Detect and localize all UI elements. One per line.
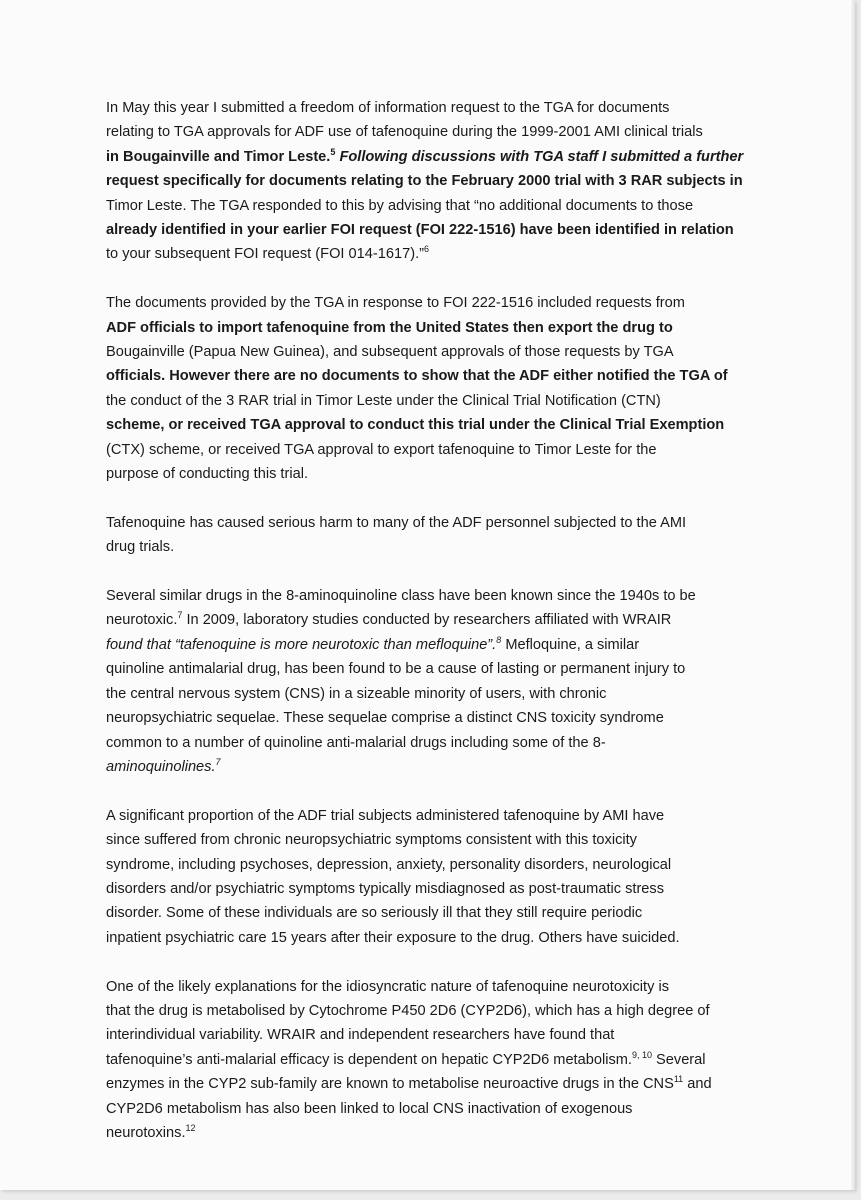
text-line: The documents provided by the TGA in response to FOI 222-1516 included requests from	[106, 295, 685, 312]
text-line: interindividual variability. WRAIR and independent researchers have found that	[106, 1027, 615, 1044]
text-line: disorder. Some of these individuals are so seriously ill that they still require periodic	[106, 905, 643, 922]
text-line: disorders and/or psychiatric symptoms typically misdiagnosed as post-traumatic stress	[106, 880, 665, 897]
paragraph-trial-subjects	[106, 804, 746, 950]
footnote-ref: 7	[215, 756, 221, 767]
text-segment: Following discussions with TGA staff I submitted a further	[339, 148, 744, 165]
text-line: officials. However there are no documents to show that the ADF either notified the TGA of	[106, 368, 728, 385]
text-line: inpatient psychiatric care 15 years after their exposure to the drug. Others have suicided.	[106, 929, 680, 946]
text-line: ADF officials to import tafenoquine from the United States then export the drug to	[106, 319, 673, 336]
footnote-ref: 9, 10	[631, 1049, 652, 1060]
text-line: drug trials.	[106, 539, 175, 556]
text-line	[106, 608, 746, 632]
text-segment: to your subsequent FOI request (FOI 014-1617).”	[106, 246, 424, 263]
text-line: common to a number of quinoline anti-malarial drugs including some of the 8-	[106, 734, 606, 751]
text-line: that the drug is metabolised by Cytochrome P450 2D6 (CYP2D6), which has a high degree of	[106, 1002, 710, 1019]
paragraph-neurotoxicity	[106, 584, 746, 779]
text-segment: aminoquinolines.	[106, 758, 216, 775]
text-line	[106, 1072, 746, 1096]
text-line: Bougainville (Papua New Guinea), and subsequent approvals of those requests by TGA	[106, 344, 674, 361]
paragraph-foi-request	[106, 96, 746, 267]
text-segment: In 2009, laboratory studies conducted by researchers affiliated with WRAIR	[186, 612, 672, 629]
text-segment: enzymes in the CYP2 sub-family are known to metabolise neuroactive drugs in the CNS	[106, 1076, 674, 1093]
text-line: neuropsychiatric sequelae. These sequelae comprise a distinct CNS toxicity syndrome	[106, 710, 664, 727]
footnote-ref: 6	[423, 244, 429, 255]
text-line	[106, 242, 746, 266]
text-segment: tafenoquine’s anti-malarial efficacy is dependent on hepatic CYP2D6 metabolism.	[106, 1051, 632, 1068]
text-line: scheme, or received TGA approval to conduct this trial under the Clinical Trial Exemption	[106, 417, 725, 434]
text-line	[106, 1121, 746, 1145]
text-line: since suffered from chronic neuropsychiatric symptoms consistent with this toxicity	[106, 832, 637, 849]
text-line: quinoline antimalarial drug, has been found to be a cause of lasting or permanent injury to	[106, 661, 686, 678]
document-body	[106, 96, 746, 1145]
text-line: A significant proportion of the ADF trial subjects administered tafenoquine by AMI have	[106, 807, 665, 824]
text-line: purpose of conducting this trial.	[106, 466, 308, 483]
footnote-ref: 11	[673, 1074, 684, 1085]
text-segment: Several	[656, 1051, 706, 1068]
text-line: already identified in your earlier FOI request (FOI 222-1516) have been identified in relation	[106, 222, 734, 239]
text-line: Several similar drugs in the 8-aminoquinoline class have been known since the 1940s to be	[106, 588, 696, 605]
paragraph-serious-harm	[106, 511, 746, 560]
footnote-ref: 7	[177, 610, 183, 621]
text-line: One of the likely explanations for the idiosyncratic nature of tafenoquine neurotoxicity is	[106, 978, 669, 995]
text-line: relating to TGA approvals for ADF use of tafenoquine during the 1999-2001 AMI clinical trials	[106, 124, 703, 141]
text-segment: and	[687, 1076, 712, 1093]
footnote-ref: 5	[330, 146, 336, 157]
text-line: the conduct of the 3 RAR trial in Timor Leste under the Clinical Trial Notification (CTN)	[106, 392, 661, 409]
text-segment: neurotoxic.	[106, 612, 178, 629]
text-line: (CTX) scheme, or received TGA approval to export tafenoquine to Timor Leste for the	[106, 441, 657, 458]
text-segment: found that “tafenoquine is more neurotoxic than mefloquine”.	[106, 636, 497, 653]
footnote-ref: 12	[185, 1122, 196, 1133]
text-line: In May this year I submitted a freedom of information request to the TGA for documents	[106, 100, 670, 116]
text-line	[106, 145, 746, 169]
text-line: syndrome, including psychoses, depression, anxiety, personality disorders, neurological	[106, 856, 672, 873]
footnote-ref: 8	[496, 634, 502, 645]
text-line: Timor Leste. The TGA responded to this by advising that “no additional documents to those	[106, 197, 694, 214]
text-line	[106, 633, 746, 657]
text-line	[106, 1048, 746, 1072]
text-line: the central nervous system (CNS) in a sizeable minority of users, with chronic	[106, 685, 607, 702]
text-segment: Mefloquine, a similar	[505, 636, 640, 653]
paragraph-tga-documents	[106, 291, 746, 486]
text-line: request specifically for documents relating to the February 2000 trial with 3 RAR subjects in	[106, 173, 743, 190]
text-line: CYP2D6 metabolism has also been linked to local CNS inactivation of exogenous	[106, 1100, 633, 1117]
text-line	[106, 755, 746, 779]
text-line: Tafenoquine has caused serious harm to many of the ADF personnel subjected to the AMI	[106, 514, 687, 531]
paragraph-cyp2d6	[106, 975, 746, 1146]
text-segment: neurotoxins.	[106, 1124, 186, 1141]
text-segment: in Bougainville and Timor Leste.	[106, 148, 331, 165]
